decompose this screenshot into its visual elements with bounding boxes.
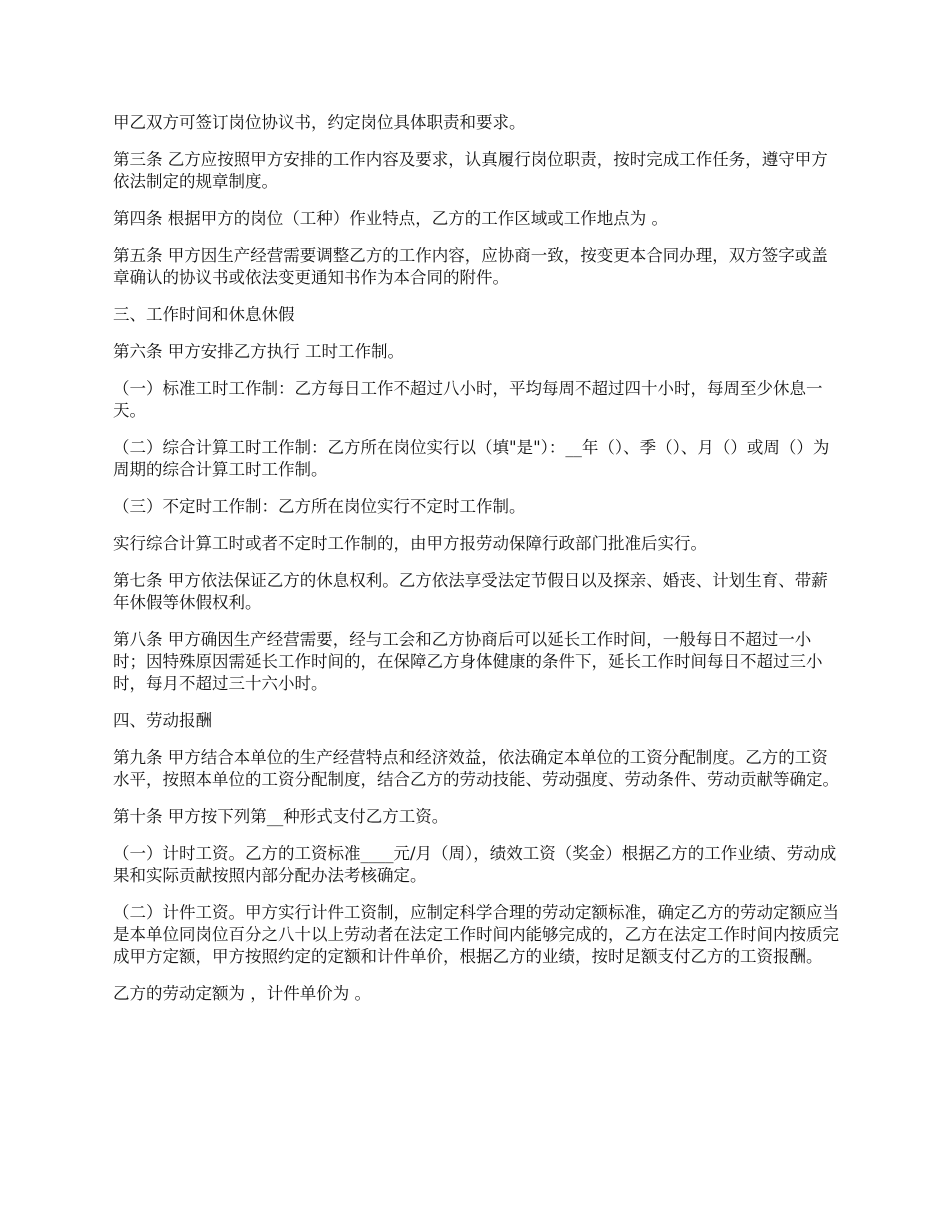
paragraph-article-5: 第五条 甲方因生产经营需要调整乙方的工作内容，应协商一致，按变更本合同办理，双方签字或盖章确认的协议书或依法变更通知书作为本合同的附件。 <box>113 246 828 287</box>
paragraph-standard-hours: （一）标准工时工作制：乙方每日工作不超过八小时，平均每周不超过四十小时，每周至少休息一天。 <box>113 379 823 420</box>
document-body <box>113 112 843 1020</box>
paragraph-time-wage: （一）计时工资。乙方的工资标准____元/月（周），绩效工资（奖金）根据乙方的工作业绩、劳动成果和实际贡献按照内部分配办法考核确定。 <box>113 844 837 885</box>
paragraph-article-6: 第六条 甲方安排乙方执行 工时工作制。 <box>113 342 404 361</box>
section-heading-working-hours: 三、工作时间和休息休假 <box>113 305 295 324</box>
paragraph-comprehensive-hours: （二）综合计算工时工作制：乙方所在岗位实行以（填"是"）：__年（）、季（）、月（）或周（）为周期的综合计算工时工作制。 <box>113 438 830 479</box>
paragraph-labor-quota: 乙方的劳动定额为 ，计件单价为 。 <box>113 984 371 1003</box>
section-heading-remuneration: 四、劳动报酬 <box>113 711 212 730</box>
paragraph-article-7: 第七条 甲方依法保证乙方的休息权利。乙方依法享受法定节假日以及探亲、婚丧、计划生育、带薪年休假等休假权利。 <box>113 571 828 612</box>
paragraph-article-4: 第四条 根据甲方的岗位（工种）作业特点，乙方的工作区域或工作地点为 。 <box>113 209 668 228</box>
paragraph-article-8: 第八条 甲方确因生产经营需要，经与工会和乙方协商后可以延长工作时间，一般每日不超过一小时；因特殊原因需延长工作时间的，在保障乙方身体健康的条件下，延长工作时间每日不超过三小时，每月不超过三十六小时。 <box>113 630 823 693</box>
paragraph-article-9: 第九条 甲方结合本单位的生产经营特点和经济效益，依法确定本单位的工资分配制度。乙方的工资水平，按照本单位的工资分配制度，结合乙方的劳动技能、劳动强度、劳动条件、劳动贡献等确定。 <box>113 748 839 789</box>
paragraph-piece-wage: （二）计件工资。甲方实行计件工资制，应制定科学合理的劳动定额标准，确定乙方的劳动定额应当是本单位同岗位百分之八十以上劳动者在法定工作时间内能够完成的，乙方在法定工作时间内按质完成甲方定额，甲方按照约定的定额和计件单价，根据乙方的业绩，按时足额支付乙方的工资报酬。 <box>113 903 839 966</box>
paragraph-approval: 实行综合计算工时或者不定时工作制的，由甲方报劳动保障行政部门批准后实行。 <box>113 534 707 553</box>
paragraph-flexible-hours: （三）不定时工作制：乙方所在岗位实行不定时工作制。 <box>113 497 526 516</box>
paragraph-article-10: 第十条 甲方按下列第__种形式支付乙方工资。 <box>113 807 449 826</box>
paragraph-article-3: 第三条 乙方应按照甲方安排的工作内容及要求，认真履行岗位职责，按时完成工作任务，遵守甲方依法制定的规章制度。 <box>113 150 828 191</box>
paragraph-post-agreement: 甲乙双方可签订岗位协议书，约定岗位具体职责和要求。 <box>113 113 526 132</box>
